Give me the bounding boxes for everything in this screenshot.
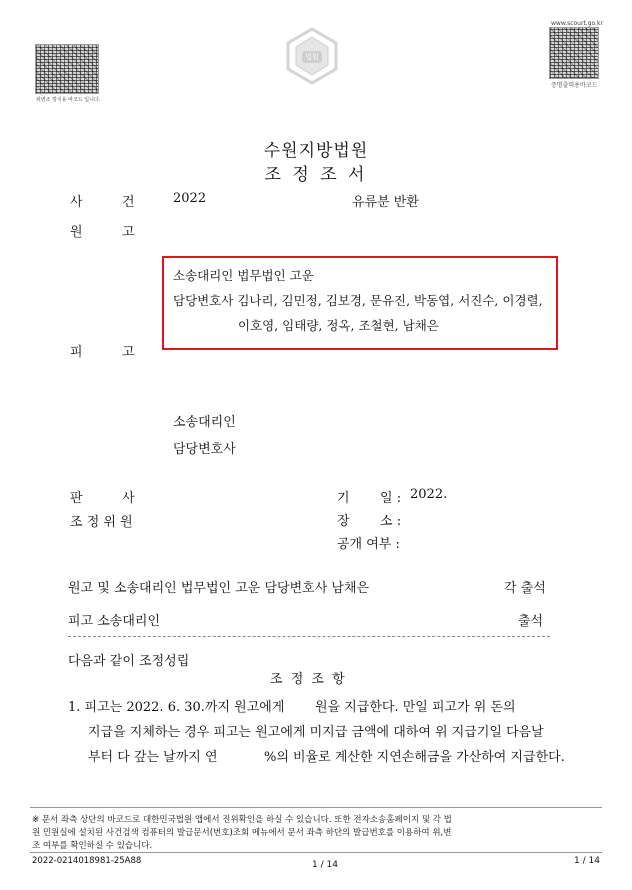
attendance-plaintiff-status: 각 출석 — [504, 581, 546, 596]
seal-text: 법원 — [305, 53, 319, 61]
divider — [68, 636, 550, 637]
issue-number: 2022-0214018981-25A88 — [32, 856, 142, 866]
case-label-b: 건 — [122, 195, 135, 210]
item1-line1b: 원을 지급한다. 만일 피고가 위 돈의 — [315, 700, 516, 715]
judge-label-b: 사 — [122, 491, 135, 506]
barcode-right — [549, 27, 599, 79]
plaintiff-label-b: 고 — [122, 225, 135, 240]
court-url: www.scourt.go.kr — [551, 20, 603, 27]
defendant-counsel: 소송대리인 — [173, 415, 236, 430]
footer-note-line1: ※ 문서 좌측 상단의 바코드로 대한민국법원 앱에서 진위확인을 하실 수 있습니다. 또한 전자소송홈페이지 및 각 법 — [32, 815, 452, 825]
attendance-plaintiff: 원고 및 소송대리인 법무법인 고운 담당변호사 남채은 — [68, 581, 370, 596]
court-name: 수원지방법원 — [263, 141, 369, 161]
item1-line1a: 1. 피고는 2022. 6. 30.까지 원고에게 — [68, 700, 285, 715]
defendant-lawyer: 담당변호사 — [173, 442, 236, 457]
date-label-b: 일 : — [380, 491, 402, 506]
page-number-center: 1 / 14 — [312, 860, 338, 870]
footer-note-line2: 원 민원실에 설치된 사건검색 컴퓨터의 발급문서(번호)조회 메뉴에서 문서 좌측 하단의 발급번호를 이용하여 위,변 — [32, 828, 452, 838]
mediator-label: 조 정 위 원 — [70, 515, 133, 530]
public-label: 공개 여부 : — [337, 537, 400, 552]
case-subject: 유류분 반환 — [352, 195, 419, 210]
plaintiff-lawyers-line1: 담당변호사 김나리, 김민정, 김보경, 문유진, 박동엽, 서진수, 이경렬, — [173, 293, 543, 308]
item1-line3b: %의 비율로 계산한 지연손해금을 가산하여 지급한다. — [264, 750, 565, 765]
plaintiff-label-a: 원 — [70, 225, 83, 240]
barcode-left — [35, 44, 99, 94]
footer-divider-bottom — [30, 852, 602, 853]
barcode-left-caption: 위변조 방지용 바코드 입니다. — [36, 97, 101, 103]
item1-line2: 지급을 지체하는 경우 피고는 원고에게 미지급 금액에 대하여 위 지급기일 다음날 — [88, 725, 544, 740]
date-value: 2022. — [410, 487, 448, 502]
plaintiff-counsel: 소송대리인 법무법인 고운 — [173, 268, 314, 283]
attendance-defendant-status: 출석 — [518, 614, 544, 629]
footer-note-line3: 조 여부를 확인하실 수 있습니다. — [32, 841, 153, 851]
barcode-right-caption: 증명출력용바코드 — [551, 82, 598, 89]
plaintiff-lawyers-line2: 이호영, 임태량, 정옥, 조철현, 남채은 — [238, 318, 439, 333]
footer-divider — [30, 807, 602, 808]
attendance-defendant: 피고 소송대리인 — [68, 614, 161, 629]
settlement-heading: 조 정 조 항 — [270, 672, 347, 687]
document-title: 조 정 조 서 — [264, 165, 368, 185]
place-label-a: 장 — [337, 514, 350, 529]
defendant-label-b: 고 — [122, 345, 135, 360]
defendant-label-a: 피 — [70, 345, 83, 360]
place-label-b: 소 : — [380, 514, 402, 529]
judge-label-a: 판 — [70, 491, 83, 506]
case-label-a: 사 — [70, 195, 83, 210]
court-seal-icon — [284, 27, 340, 85]
date-label-a: 기 — [337, 491, 350, 506]
item1-line3a: 부터 다 갚는 날까지 연 — [88, 750, 218, 765]
settlement-intro: 다음과 같이 조정성립 — [68, 654, 190, 669]
case-year: 2022 — [173, 191, 207, 206]
page-number-right: 1 / 14 — [574, 856, 600, 866]
